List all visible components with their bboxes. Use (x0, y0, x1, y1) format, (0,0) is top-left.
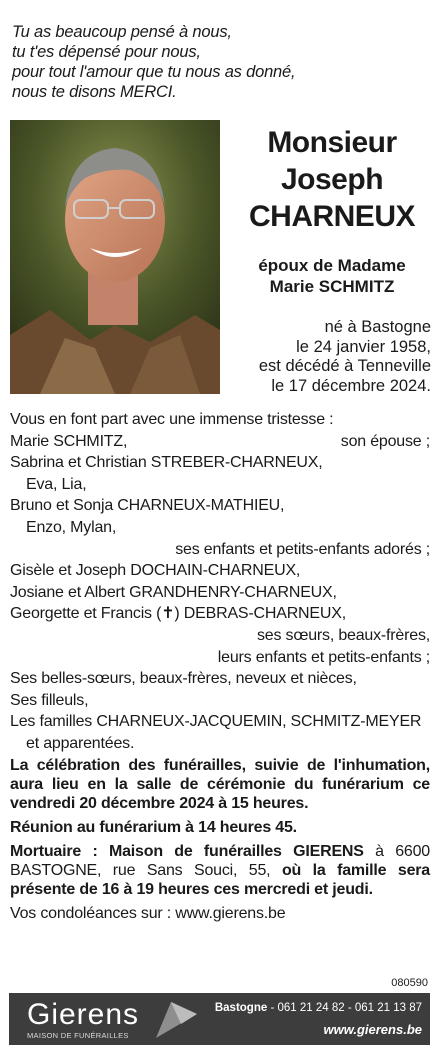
spouse-name: Marie SCHMITZ, (10, 432, 128, 450)
godchildren-row: Ses filleuls, (10, 691, 89, 709)
funeral-home-logo: Gierens (27, 998, 140, 1031)
sibling-row: Josiane et Albert GRANDHENRY-CHARNEUX, (10, 583, 337, 601)
spouse-line: époux de Madame (258, 256, 406, 275)
reference-number: 080590 (391, 977, 428, 989)
families-row: Les familles CHARNEUX-JACQUEMIN, SCHMITZ-MEYER (10, 713, 422, 731)
deceased-name (232, 124, 432, 235)
sibling-row: Gisèle et Joseph DOCHAIN-CHARNEUX, (10, 562, 301, 580)
siblings-role: ses sœurs, beaux-frères, (256, 626, 430, 644)
family-announcement (10, 409, 430, 925)
children-role: ses enfants et petits-enfants adorés ; (175, 540, 430, 558)
birth-line: est décédé à Tenneville (258, 357, 431, 375)
spouse-row (10, 431, 430, 453)
website-link[interactable]: www.gierens.be (323, 1022, 422, 1037)
siblings-role: leurs enfants et petits-enfants ; (217, 648, 430, 666)
portrait-illustration (10, 120, 220, 394)
mortuary-text (10, 842, 430, 899)
spouse-line: Marie SCHMITZ (269, 277, 395, 296)
funeral-home-subtitle: MAISON DE FUNÉRAILLES (27, 1031, 129, 1040)
phone-numbers: - 061 21 24 82 - 061 21 13 87 (267, 1002, 422, 1014)
poem-line: Tu as beaucoup pensé à nous, (12, 23, 232, 41)
poem-line: pour tout l'amour que tu nous as donné, (12, 63, 296, 81)
mortuary-label: Mortuaire : Maison de funérailles GIERENS (10, 843, 364, 861)
portrait-photo (10, 120, 220, 394)
funeral-home-banner (9, 993, 430, 1045)
spouse-role: son épouse ; (340, 432, 430, 450)
grandchildren-row: Enzo, Mylan, (26, 518, 117, 536)
birth-death-info (225, 318, 431, 396)
spouse-info (232, 255, 432, 297)
poem (12, 22, 432, 102)
birth-line: né à Bastogne (324, 318, 431, 336)
logo-mark-icon (151, 996, 201, 1042)
families-row: et apparentées. (26, 734, 135, 752)
city-name: Bastogne (214, 1002, 268, 1014)
intro-text: Vous en font part avec une immense tristesse : (10, 411, 334, 428)
mortuary-address: à 6600 BASTOGNE, rue Sans Souci, 55, (10, 843, 430, 880)
grandchildren-row: Eva, Lia, (26, 475, 87, 493)
condolences-text: Vos condoléances sur : www.gierens.be (10, 905, 286, 923)
contact-line (215, 1002, 422, 1014)
poem-line: nous te disons MERCI. (12, 83, 177, 101)
mortuary-presence: où la famille sera présente de 16 à 19 heures ces mercredi et jeudi. (10, 862, 430, 899)
birth-line: le 17 décembre 2024. (271, 376, 431, 395)
poem-line: tu t'es dépensé pour nous, (12, 43, 201, 61)
child-row: Sabrina et Christian STREBER-CHARNEUX, (10, 454, 323, 472)
name-line: CHARNEUX (248, 200, 415, 233)
name-line: Monsieur (267, 126, 397, 159)
inlaws-row: Ses belles-sœurs, beaux-frères, neveux et nièces, (10, 670, 357, 688)
sibling-row: Georgette et Francis (✝) DEBRAS-CHARNEUX, (10, 605, 346, 623)
meeting-text: Réunion au funérarium à 14 heures 45. (10, 818, 297, 836)
ceremony-text: La célébration des funérailles, suivie de l'inhumation, aura lieu en la salle de cérémonie du funérarium ce vendredi 20 décembre 2024 à 15 heures. (10, 756, 430, 812)
child-row: Bruno et Sonja CHARNEUX-MATHIEU, (10, 497, 285, 515)
name-line: Joseph (280, 163, 384, 196)
birth-line: le 24 janvier 1958, (296, 337, 431, 356)
